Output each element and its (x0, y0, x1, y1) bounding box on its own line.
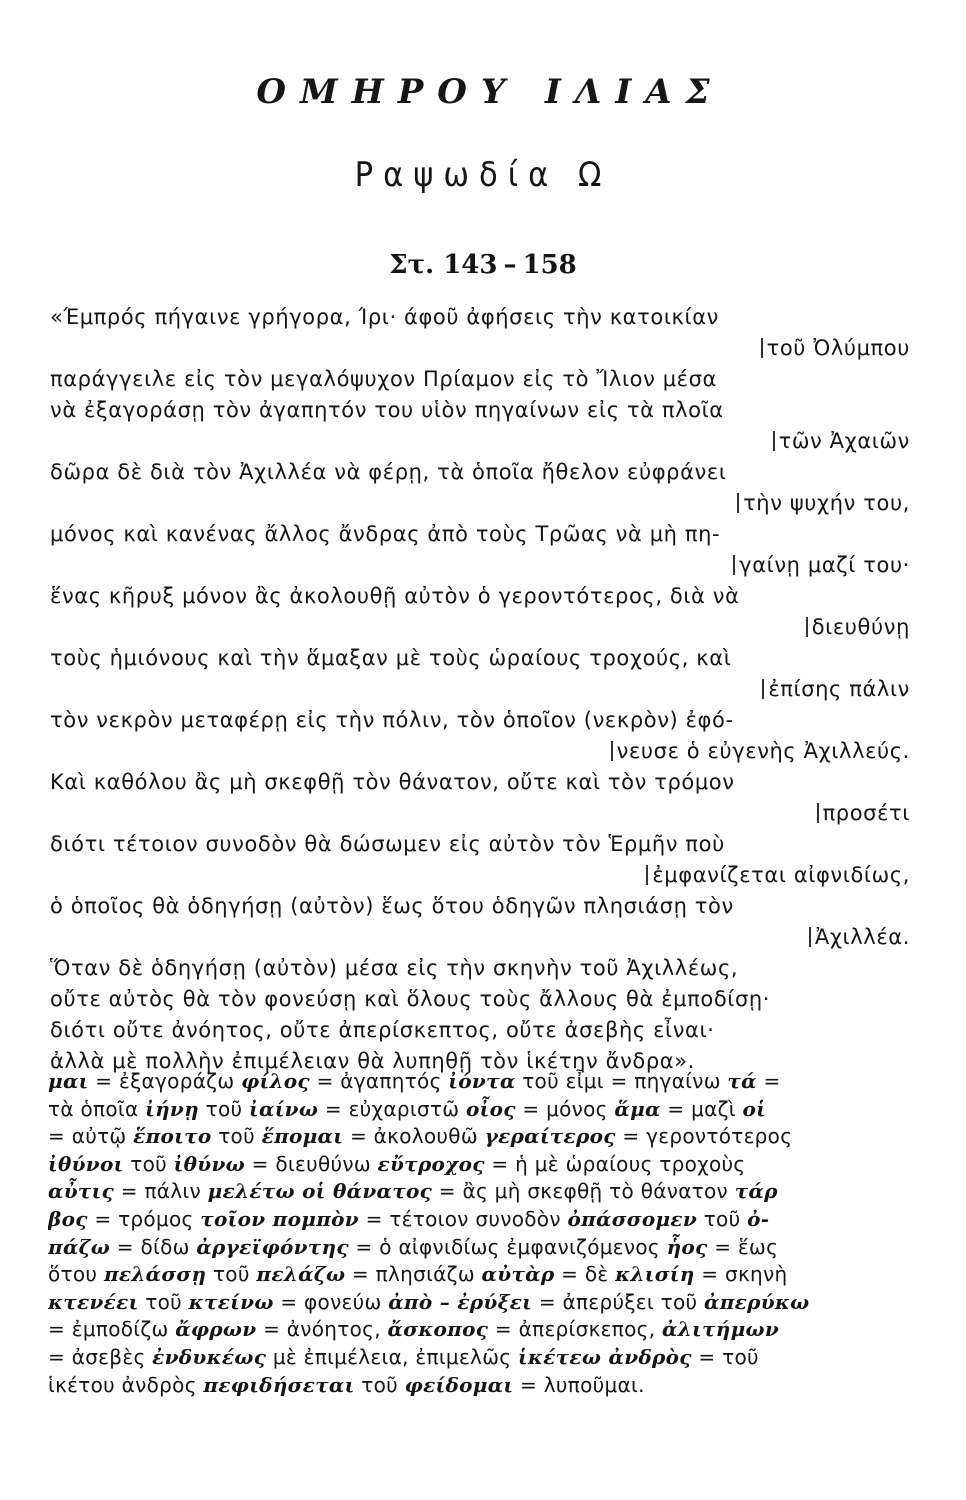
translation-line-text: ὁ ὁποῖος θὰ ὁδηγήσῃ (αὐτὸν) ἕως ὅτου ὁδηγῶν πλησιάσῃ τὸν (50, 894, 734, 918)
glossary-term: εὔτροχος (377, 1151, 485, 1176)
glossary-line (48, 1234, 914, 1262)
glossary-definition: ἱκέτου ἀνδρὸς (48, 1372, 204, 1397)
glossary-term: πεφιδήσεται (203, 1372, 355, 1397)
translation-line-text: Ἀχιλλέα. (809, 925, 910, 949)
glossary-term: ἄφρων (175, 1317, 257, 1342)
glossary-term: πελάσσῃ (103, 1262, 207, 1287)
glossary-definition: = ἐμποδίζω (48, 1317, 176, 1342)
glossary-definition: τοῦ (206, 1262, 257, 1287)
glossary-definition: = (756, 1069, 781, 1093)
glossary-definition: = ἀγαπητός (309, 1069, 449, 1093)
glossary-definition: = γεροντότερος (615, 1124, 793, 1149)
translation-line (50, 767, 910, 798)
glossary-definition: μὲ ἐπιμέλεια, ἐπιμελῶς (266, 1344, 518, 1369)
glossary-term: ἧος (666, 1234, 708, 1259)
translation-line-text: τὴν ψυχήν του, (737, 491, 910, 515)
glossary-term: ἰθύνω (173, 1151, 245, 1176)
glossary-term: ἅμα (614, 1096, 661, 1121)
glossary-definition: = λυποῦμαι. (513, 1372, 645, 1397)
glossary-line (48, 1151, 914, 1179)
glossary-term: αὐτὰρ (481, 1262, 555, 1287)
glossary-definition: τοῦ (354, 1372, 405, 1397)
translation-continuation-line (50, 426, 910, 457)
glossary-term: πελάζω (256, 1262, 346, 1287)
verse-prefix: Στ. (389, 250, 435, 280)
glossary-definition: τοῦ (211, 1124, 262, 1149)
glossary-term: ἰθύνοι (48, 1151, 124, 1176)
translation-text (50, 302, 910, 1077)
translation-line-text: ἐμφανίζεται αἰφνιδίως, (646, 863, 910, 887)
glossary-term: οἶος (465, 1096, 516, 1121)
glossary-definition: = ἀνόητος, (256, 1317, 388, 1342)
glossary-definition: = τοῦ (691, 1344, 759, 1369)
translation-line-text: οὔτε αὐτὸς θὰ τὸν φονεύσῃ καὶ ὅλους τοὺς ἄλλους θὰ ἐμποδίσῃ· (50, 987, 771, 1011)
glossary-line (48, 1206, 914, 1234)
translation-continuation-line (50, 798, 910, 829)
glossary-definition: τοῦ (697, 1206, 748, 1231)
glossary-term: γεραίτερος (484, 1124, 616, 1149)
translation-line (50, 953, 910, 984)
translation-line (50, 643, 910, 674)
glossary-term: τά (727, 1069, 757, 1093)
glossary-term: κλισίη (615, 1262, 695, 1287)
translation-line-text: γαίνῃ μαζί του· (733, 553, 910, 577)
glossary-definition: τὰ ὁποῖα (48, 1096, 146, 1121)
translation-line (50, 519, 910, 550)
translation-line-text: διευθύνῃ (806, 615, 910, 639)
glossary-term: βος (48, 1206, 88, 1231)
glossary-term: αὖτις (48, 1179, 115, 1204)
glossary-definition: = ὁ αἰφνιδίως ἐμφανιζόμενος (348, 1234, 667, 1259)
translation-line-text: νὰ ἐξαγοράσῃ τὸν ἀγαπητόν του υἱὸν πηγαίνων εἰς τὰ πλοῖα (50, 398, 724, 422)
glossary-line (48, 1068, 914, 1096)
translation-line-text: ἕνας κῆρυξ μόνον ἂς ἀκολουθῇ αὐτὸν ὁ γεροντότερος, διὰ νὰ (50, 584, 740, 608)
translation-line-text: μόνος καὶ κανένας ἄλλος ἄνδρας ἀπὸ τοὺς Τρῶας νὰ μὴ πη- (50, 522, 721, 546)
translation-continuation-line (50, 612, 910, 643)
glossary-term: ὀπάσσομεν (567, 1206, 698, 1231)
glossary-definition: τοῦ εἶμι = πηγαίνω (515, 1069, 728, 1093)
glossary-definition: = τρόμος (87, 1206, 201, 1231)
translation-continuation-line (50, 550, 910, 581)
translation-line-text: ἐπίσης πάλιν (762, 677, 910, 701)
translation-line (50, 829, 910, 860)
glossary-line (48, 1261, 914, 1289)
glossary-term: ἄσκοπος (387, 1317, 489, 1342)
glossary-definition: = τέτοιον συνοδὸν (358, 1206, 568, 1231)
translation-line (50, 705, 910, 736)
glossary-term: ἀπερύκω (704, 1289, 810, 1314)
glossary-definition: = αὐτῷ (48, 1124, 134, 1149)
glossary-definition: τοῦ (138, 1289, 189, 1314)
translation-line-text: τοὺς ἡμιόνους καὶ τὴν ἅμαξαν μὲ τοὺς ὡραίους τροχούς, καὶ (50, 646, 732, 670)
translation-line-text: Καὶ καθόλου ἂς μὴ σκεφθῇ τὸν θάνατον, οὔτε καὶ τὸν τρόμον (50, 770, 735, 794)
glossary-definition: τοῦ (123, 1151, 174, 1176)
translation-continuation-line (50, 860, 910, 891)
glossary-line (48, 1123, 914, 1151)
glossary-definition: = ἐξαγοράζω (88, 1069, 242, 1093)
glossary-line (48, 1344, 914, 1372)
glossary-definition: = ἀπερίσκεπος, (488, 1317, 663, 1342)
translation-line-text: Ὅταν δὲ ὁδηγήσῃ (αὐτὸν) μέσα εἰς τὴν σκηνὴν τοῦ Ἀχιλλέως, (50, 956, 739, 980)
glossary-term: ἕπομαι (261, 1124, 344, 1149)
translation-continuation-line (50, 736, 910, 767)
glossary-definition: = φονεύω (273, 1289, 389, 1314)
glossary-line (48, 1316, 914, 1344)
glossary-definition: = πλησιάζω (345, 1262, 482, 1287)
glossary-term: μελέτω οἱ θάνατος (207, 1179, 433, 1204)
glossary-definition: = ἂς μὴ σκεφθῇ τὸ θάνατον (432, 1179, 735, 1204)
glossary-definition: = διευθύνω (245, 1151, 378, 1176)
glossary-line (48, 1096, 914, 1124)
translation-line (50, 891, 910, 922)
translation-line (50, 984, 910, 1015)
glossary-term: τοῖον πομπὸν (200, 1206, 359, 1231)
translation-line-text: προσέτι (817, 801, 910, 825)
glossary-term: πάζω (48, 1234, 111, 1259)
glossary-definition: = ἡ μὲ ὡραίους τροχοὺς (484, 1151, 746, 1176)
translation-line-text: τῶν Ἀχαιῶν (773, 429, 910, 453)
glossary-definition: = ἕως (707, 1234, 779, 1259)
glossary-definition: = μαζὶ (660, 1096, 743, 1121)
translation-line (50, 302, 910, 333)
glossary-definition: = πάλιν (114, 1179, 208, 1204)
translation-line (50, 395, 910, 426)
translation-line-text: διότι τέτοιον συνοδὸν θὰ δώσωμεν εἰς αὐτὸν τὸν Ἑρμῆν ποὺ (50, 832, 725, 856)
translation-line (50, 364, 910, 395)
verse-from: 143 (443, 250, 498, 280)
glossary-term: κτείνω (188, 1289, 274, 1314)
rhapsody-subtitle: Ραψωδία Ω (354, 155, 612, 195)
glossary-term: οἱ (742, 1096, 767, 1121)
translation-line-text: παράγγειλε εἰς τὸν μεγαλόψυχον Πρίαμον εἰς τὸ Ἴλιον μέσα (50, 367, 717, 391)
glossary-term: ἰήνῃ (145, 1096, 199, 1121)
glossary-term: μαι (48, 1069, 89, 1093)
glossary-term: ἐνδυκέως (152, 1344, 267, 1369)
glossary-definition: = μόνος (515, 1096, 615, 1121)
glossary-line (48, 1372, 914, 1400)
document-title: ΟΜΗΡΟΥ ΙΛΙΑΣ (256, 72, 724, 112)
glossary-term: φίλος (241, 1069, 310, 1093)
translation-line-text: ἀλλὰ μὲ πολλὴν ἐπιμέλειαν θὰ λυπηθῇ τὸν ἱκέτην ἄνδρα». (50, 1049, 695, 1073)
glossary-term: ἱκέτεω ἀνδρὸς (517, 1344, 692, 1369)
translation-line-text: τοῦ Ὀλύμπου (761, 336, 910, 360)
glossary-term: ἀπὸ – ἐρύξει (388, 1289, 533, 1314)
verse-range (0, 250, 966, 280)
glossary-definition: = δὲ (554, 1262, 616, 1287)
translation-continuation-line (50, 674, 910, 705)
glossary-definition: = σκηνὴ (694, 1262, 788, 1287)
glossary-definition: τοῦ (198, 1096, 250, 1121)
translation-line (50, 581, 910, 612)
glossary-term: ἀλιτήμων (662, 1317, 780, 1342)
translation-line-text: δῶρα δὲ διὰ τὸν Ἀχιλλέα νὰ φέρῃ, τὰ ὁποῖα ἤθελον εὐφράνει (50, 460, 727, 484)
translation-line-text: νευσε ὁ εὐγενὴς Ἀχιλλεύς. (611, 739, 910, 763)
translation-continuation-line (50, 333, 910, 364)
glossary-definition: = εὐχαριστῶ (318, 1096, 466, 1121)
glossary-term: τάρ (734, 1179, 778, 1204)
glossary-term: κτενέει (48, 1289, 139, 1314)
glossary-definition: = ἀπερύξει τοῦ (532, 1289, 705, 1314)
translation-continuation-line (50, 922, 910, 953)
glossary-term: φείδομαι (404, 1372, 514, 1397)
glossary-term: ἰόντα (448, 1069, 516, 1093)
glossary-term: ἕποιτο (133, 1124, 212, 1149)
glossary-definition: = ἀκολουθῶ (343, 1124, 485, 1149)
translation-line-text: τὸν νεκρὸν μεταφέρῃ εἰς τὴν πόλιν, τὸν ὁποῖον (νεκρὸν) ἐφό- (50, 708, 734, 732)
glossary-line (48, 1178, 914, 1206)
translation-continuation-line (50, 488, 910, 519)
translation-line (50, 1015, 910, 1046)
glossary-definition: = δίδω (110, 1234, 197, 1259)
glossary-line (48, 1289, 914, 1317)
translation-line-text: «Έμπρός πήγαινε γρήγορα, Ίρι· άφοῦ ἀφήσεις τὴν κατοικίαν (50, 305, 719, 329)
glossary-definition: ὅτου (48, 1262, 104, 1287)
translation-line-text: διότι οὔτε ἀνόητος, οὔτε ἀπερίσκεπτος, οὔτε ἀσεβὴς εἶναι· (50, 1018, 715, 1042)
glossary-term: ἀργεϊφόντης (196, 1234, 349, 1259)
verse-separator: – (503, 250, 517, 280)
verse-to: 158 (522, 250, 577, 280)
glossary-definition: = ἀσεβὲς (48, 1344, 153, 1369)
translation-line (50, 457, 910, 488)
glossary-notes (48, 1068, 914, 1399)
glossary-term: ἰαίνω (249, 1096, 319, 1121)
glossary-term: ὀ- (747, 1206, 770, 1231)
